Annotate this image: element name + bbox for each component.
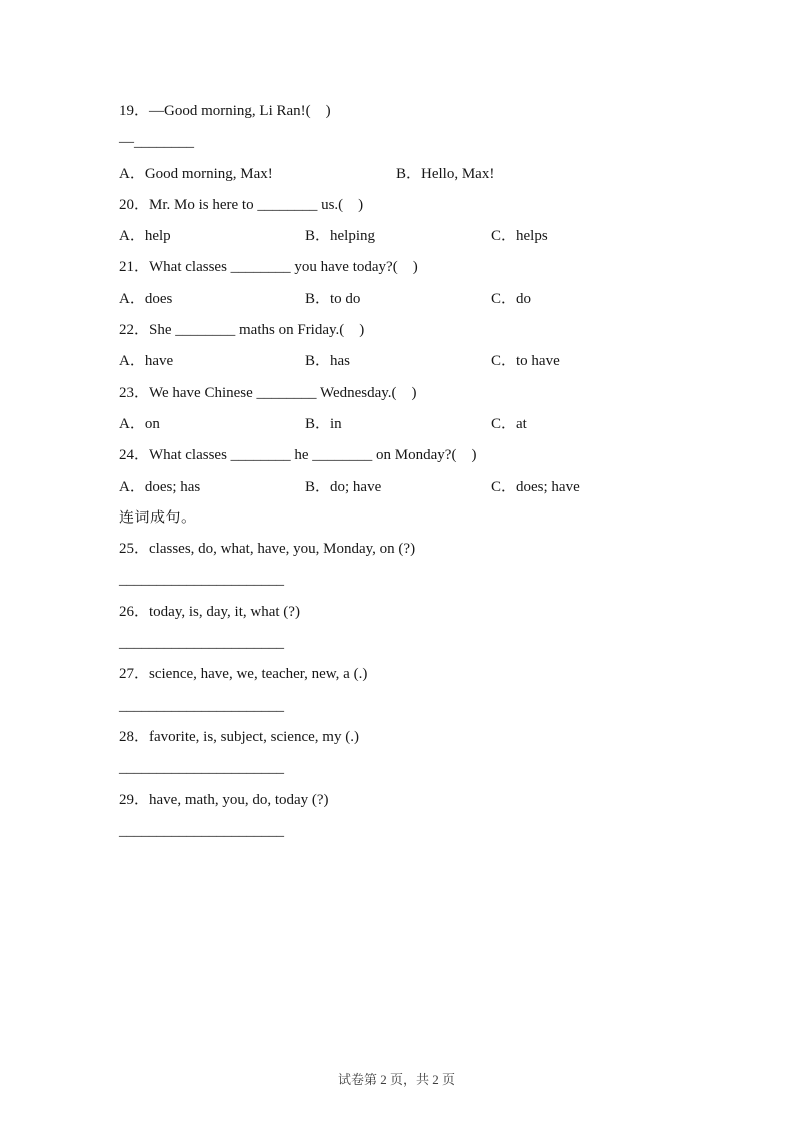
question-number: 22． [119, 322, 150, 339]
question-text: Mr. Mo is here to ________ us.( ) [149, 196, 364, 213]
option-text: on [144, 415, 160, 432]
question-24-options [119, 472, 675, 503]
option-label: A． [119, 415, 145, 432]
option-label: B． [396, 165, 422, 182]
question-number: 28． [119, 728, 150, 745]
question-text: We have Chinese ________ Wednesday.( ) [149, 384, 417, 401]
option-b [396, 159, 494, 190]
option-label: B． [305, 290, 331, 307]
option-label: C． [491, 290, 517, 307]
question-21-stem [119, 252, 675, 283]
option-text: do [516, 290, 532, 307]
option-label: A． [119, 290, 145, 307]
question-27-words [119, 659, 675, 690]
question-number: 21． [119, 259, 150, 276]
question-24-stem [119, 440, 675, 471]
question-28-answer-line: ______________________ [119, 760, 284, 777]
option-a [119, 221, 171, 252]
option-label: B． [305, 478, 331, 495]
option-label: C． [491, 228, 517, 245]
question-25-answer-line: ______________________ [119, 572, 284, 589]
option-a [119, 159, 273, 190]
question-text: —Good morning, Li Ran!( ) [149, 103, 331, 119]
option-text: does; have [516, 478, 580, 495]
question-number: 26． [119, 603, 150, 620]
question-number: 24． [119, 447, 150, 464]
question-27-answer-line: ______________________ [119, 697, 284, 714]
option-label: C． [491, 415, 517, 432]
option-text: Hello, Max! [421, 165, 495, 182]
option-b [305, 472, 381, 503]
option-label: A． [119, 353, 145, 370]
option-b [305, 284, 360, 315]
question-number: 20． [119, 196, 150, 213]
option-c [491, 346, 560, 377]
option-text: do; have [330, 478, 382, 495]
option-text: helping [330, 228, 376, 245]
question-19-reply-blank [119, 127, 675, 158]
question-number: 23． [119, 384, 150, 401]
option-text: does; has [144, 478, 201, 495]
option-text: to have [516, 353, 560, 370]
option-label: B． [305, 228, 331, 245]
question-22-options [119, 346, 675, 377]
question-29-words [119, 785, 675, 816]
option-label: B． [305, 353, 331, 370]
option-b [305, 221, 375, 252]
question-26-words [119, 597, 675, 628]
question-19-stem [119, 96, 675, 127]
option-a [119, 472, 200, 503]
question-20-stem [119, 190, 675, 221]
question-23-stem [119, 378, 675, 409]
question-text: What classes ________ he ________ on Monday?( ) [149, 447, 477, 464]
option-text: does [144, 290, 173, 307]
option-label: C． [491, 478, 517, 495]
section-rearrange-title: 连词成句。 [119, 509, 197, 526]
option-a [119, 409, 160, 440]
question-text: favorite, is, subject, science, my (.) [149, 728, 359, 745]
option-a [119, 284, 172, 315]
option-text: helps [516, 228, 548, 245]
option-c [491, 409, 527, 440]
question-23-options [119, 409, 675, 440]
exam-content [119, 96, 675, 847]
option-label: A． [119, 165, 145, 182]
question-number: 27． [119, 666, 150, 683]
option-text: to do [330, 290, 361, 307]
option-text: have [144, 353, 174, 370]
question-number: 29． [119, 791, 150, 808]
question-22-stem [119, 315, 675, 346]
question-26-answer-line: ______________________ [119, 635, 284, 652]
option-label: C． [491, 353, 517, 370]
option-c [491, 221, 548, 252]
question-text: classes, do, what, have, you, Monday, on (?) [149, 541, 416, 558]
question-number: 19． [119, 103, 150, 119]
option-b [305, 346, 350, 377]
question-28-words [119, 722, 675, 753]
option-text: in [330, 415, 342, 432]
question-19-options [119, 159, 675, 190]
question-text: today, is, day, it, what (?) [149, 603, 300, 620]
question-number: 25． [119, 541, 150, 558]
question-text: She ________ maths on Friday.( ) [149, 322, 365, 339]
page-footer: 试卷第 2 页，共 2 页 [337, 1072, 455, 1087]
question-21-options [119, 284, 675, 315]
option-label: A． [119, 228, 145, 245]
question-20-options [119, 221, 675, 252]
option-text: has [330, 353, 351, 370]
option-label: A． [119, 478, 145, 495]
reply-blank-text: —________ [119, 134, 194, 151]
question-29-answer-line: ______________________ [119, 822, 284, 839]
question-text: have, math, you, do, today (?) [149, 791, 329, 808]
option-text: Good morning, Max! [144, 165, 273, 182]
question-text: science, have, we, teacher, new, a (.) [149, 666, 368, 683]
option-c [491, 284, 531, 315]
question-text: What classes ________ you have today?( ) [149, 259, 418, 276]
option-text: at [516, 415, 527, 432]
option-a [119, 346, 173, 377]
option-label: B． [305, 415, 331, 432]
question-25-words [119, 534, 675, 565]
option-text: help [144, 228, 171, 245]
option-b [305, 409, 342, 440]
option-c [491, 472, 580, 503]
